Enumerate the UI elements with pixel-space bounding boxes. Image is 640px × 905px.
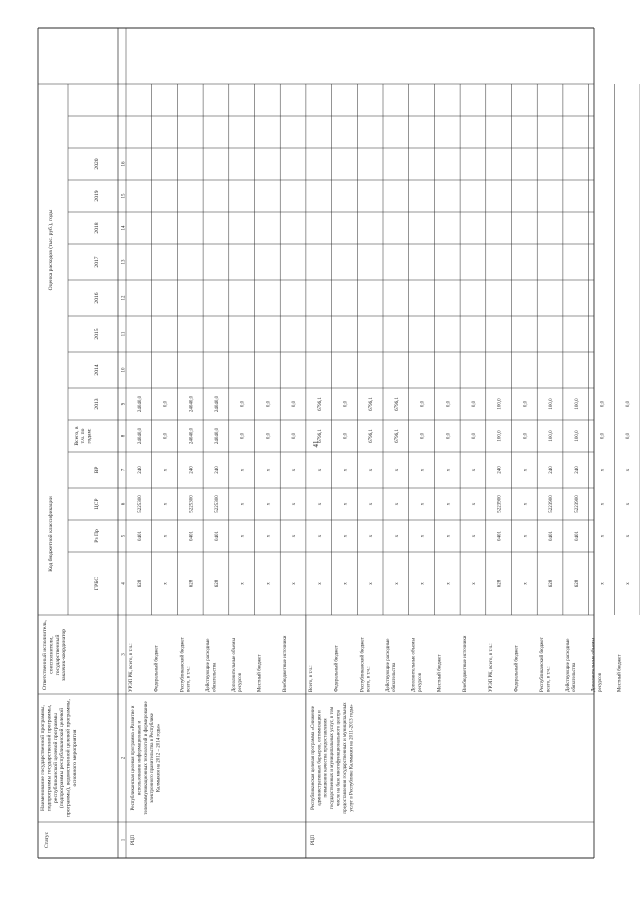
header-total: т.ч. по (80, 428, 87, 444)
executor-label: Федеральный бюджет (334, 645, 340, 692)
cell-value: 5225300 (214, 495, 220, 513)
cell-value: 100,0 (574, 398, 580, 410)
cell-value: 0,0 (343, 400, 349, 408)
cell-value: 0,0 (420, 400, 426, 408)
cell-value: х (317, 502, 323, 506)
cell-value: 24040,0 (189, 427, 195, 445)
program-name: Республиканская целевая программа «Снижение (310, 706, 316, 810)
cell-value: 0,0 (240, 432, 246, 440)
cell-value: х (626, 582, 632, 585)
header-rzpr: Рз Пр (94, 529, 100, 543)
cell-value: 5223900 (497, 495, 503, 513)
cell-value: 0,0 (446, 400, 452, 408)
cell-value: х (240, 534, 246, 538)
cell-value: х (163, 468, 169, 472)
cell-value: х (343, 582, 349, 585)
cell-value: х (266, 468, 272, 472)
cell-value: 24040,0 (189, 395, 195, 413)
header-csr: ЦСР (94, 498, 100, 510)
header-name: республиканской целевой программы (52, 713, 59, 803)
cell-value: 24040,0 (214, 427, 220, 445)
cell-value: х (446, 502, 452, 506)
header-name: программы), ведомственной целевой программы, (65, 699, 72, 817)
table-content (39, 158, 640, 848)
cell-value: х (343, 468, 349, 472)
program-name: предоставления государственных и муниципальных (342, 702, 348, 814)
cell-value: х (523, 468, 529, 472)
cell-value: х (292, 534, 298, 538)
executor-label: обязательства (572, 662, 578, 692)
cell-value: 628 (137, 579, 143, 588)
cell-value: 0,0 (292, 400, 298, 408)
cell-value: 0,0 (523, 432, 529, 440)
cell-value: х (600, 468, 606, 472)
cell-value: 240 (214, 466, 220, 474)
executor-label: Всего, в т.ч.: (308, 665, 314, 692)
cell-value: 24040,0 (137, 427, 143, 445)
cell-value: х (317, 582, 323, 585)
header-name: (подпрограммы республиканской целевой (59, 707, 66, 809)
cell-value: 6796,1 (394, 429, 400, 443)
cell-value: х (420, 534, 426, 538)
cell-value: 0401 (497, 531, 503, 541)
cell-value: х (394, 468, 400, 472)
cell-value: х (369, 582, 375, 585)
cell-value: 0401 (137, 531, 143, 541)
cell-value: х (600, 534, 606, 538)
cell-value: 6796,1 (317, 397, 323, 411)
cell-value: 6796,1 (317, 429, 323, 443)
header-executor: соисполнители, (48, 636, 55, 674)
program-status: РЦП (310, 834, 316, 846)
cell-value: х (420, 468, 426, 472)
cell-value: 100,0 (497, 398, 503, 410)
cell-value: 6796,1 (394, 397, 400, 411)
cell-value: 0,0 (471, 432, 477, 440)
header-name: Наименование государственной программы, (40, 705, 46, 811)
program-name: услуг в Республике Калмыкия на 2011-2013 годы» (349, 704, 355, 812)
cell-value: 0401 (549, 531, 555, 541)
cell-value: 0,0 (240, 400, 246, 408)
program-status: РЦП (131, 834, 136, 846)
cell-value: 240 (574, 466, 580, 474)
column-number-12: 12 (121, 295, 127, 301)
cell-value: 5225300 (137, 495, 143, 513)
executor-label: Дополнительные объемы (591, 638, 597, 692)
cell-value: 628 (549, 579, 555, 588)
cell-value: х (292, 502, 298, 506)
executor-label: Действующие расходные (206, 638, 212, 692)
cell-value: 240 (497, 466, 503, 474)
cell-value: 0,0 (600, 400, 606, 408)
header-status: Статус (44, 831, 50, 849)
column-number-4: 4 (121, 582, 127, 585)
executor-label: Действующие расходные (565, 638, 571, 692)
executor-label: обязательства (392, 662, 398, 692)
cell-value: х (369, 502, 375, 506)
cell-value: х (471, 502, 477, 506)
cell-value: 0,0 (523, 400, 529, 408)
executor-label: Республиканский бюджет (180, 637, 186, 692)
executor-label: Местный бюджет (617, 654, 623, 692)
executor-label: УРЭП РК, всего, в т.ч.: (129, 643, 134, 692)
header-year-2016: 2016 (94, 292, 100, 304)
cell-value: х (240, 502, 246, 506)
cell-value: х (471, 582, 477, 585)
cell-value: х (266, 534, 272, 538)
cell-value: х (317, 468, 323, 472)
cell-value: 240 (137, 466, 143, 474)
cell-value: х (163, 502, 169, 506)
cell-value: х (471, 468, 477, 472)
cell-value: х (626, 502, 632, 506)
cell-value: х (600, 502, 606, 506)
header-year-2013: 2013 (94, 398, 100, 410)
header-year-2020: 2020 (94, 158, 100, 170)
cell-value: х (266, 502, 272, 506)
executor-label: обязательства (212, 662, 218, 692)
program-name: Калмыкия на 2012 – 2014 годы» (156, 723, 162, 793)
cell-value: 0401 (214, 531, 220, 541)
executor-label: Федеральный бюджет (514, 645, 520, 692)
cell-value: 5225300 (189, 495, 195, 513)
cell-value: 628 (214, 579, 220, 588)
cell-value: х (240, 468, 246, 472)
header-grbs: ГРБС (94, 576, 100, 591)
cell-value: 6796,1 (369, 429, 375, 443)
header-year-2019: 2019 (94, 190, 100, 202)
cell-value: 0,0 (446, 432, 452, 440)
cell-value: х (369, 468, 375, 472)
executor-label: ресурсов (597, 672, 603, 692)
cell-value: 100,0 (549, 430, 555, 442)
executor-label: Местный бюджет (257, 654, 263, 692)
cell-value: х (394, 582, 400, 585)
cell-value: 0,0 (266, 432, 272, 440)
cell-value: 24040,0 (137, 395, 143, 413)
header-name: основного мероприятия (72, 729, 78, 787)
executor-label: Внебюджетные источники (463, 635, 469, 692)
cell-value: х (523, 534, 529, 538)
cell-value: х (626, 468, 632, 472)
cell-value: х (446, 534, 452, 538)
cell-value: х (343, 502, 349, 506)
program-name: Республиканская целевая программа «Развитие и (131, 705, 136, 811)
cell-value: х (394, 502, 400, 506)
header-executor: Ответственный исполнитель, (42, 620, 48, 690)
executor-label: Местный бюджет (437, 654, 443, 692)
executor-label: УРЭП РК, всего, в т.ч.: (488, 643, 494, 692)
cell-value: х (369, 534, 375, 538)
cell-value: х (523, 502, 529, 506)
header-year-2018: 2018 (94, 222, 100, 234)
executor-label: Внебюджетные источники (283, 635, 289, 692)
cell-value: 0,0 (292, 432, 298, 440)
cell-value: 6796,1 (369, 397, 375, 411)
cell-value: х (317, 534, 323, 538)
executor-label: ресурсов (417, 672, 423, 692)
cell-value: х (292, 582, 298, 585)
executor-label: Дополнительные объемы (231, 638, 237, 692)
cell-value: х (163, 582, 169, 585)
column-number-11: 11 (121, 331, 127, 337)
header-estimate: Оценка расходов (тыс. руб.), годы (48, 209, 54, 291)
cell-value: 240 (189, 466, 195, 474)
column-number-13: 13 (121, 259, 127, 265)
program-name: повышение качества предоставления (323, 718, 329, 798)
header-year-2015: 2015 (94, 328, 100, 340)
cell-value: х (240, 582, 246, 585)
program-name: числе на базе многофункционального центра (336, 709, 342, 807)
cell-value: 628 (574, 579, 580, 588)
cell-value: 0401 (189, 531, 195, 541)
executor-label: всего, в т.ч.: (366, 666, 372, 692)
executor-label: Дополнительные объемы (411, 638, 417, 692)
cell-value: х (163, 534, 169, 538)
column-number-7: 7 (121, 468, 127, 472)
cell-value: х (420, 502, 426, 506)
cell-value: 0,0 (626, 400, 632, 408)
header-executor: заказчик-координатор (61, 628, 68, 682)
cell-value: х (446, 582, 452, 585)
header-vr: ВР (94, 466, 100, 474)
cell-value: 100,0 (549, 398, 555, 410)
executor-label: всего, в т.ч.: (546, 666, 552, 692)
cell-value: 240 (549, 466, 555, 474)
program-name: использование информационных и (137, 720, 143, 796)
cell-value: х (420, 582, 426, 585)
column-number-15: 15 (121, 193, 127, 199)
executor-label: Республиканский бюджет (540, 637, 546, 692)
cell-value: 0,0 (266, 400, 272, 408)
column-number-3: 3 (121, 653, 127, 656)
column-number-6: 6 (121, 502, 127, 506)
header-total: годам: (86, 428, 93, 444)
cell-value: 5223900 (549, 495, 555, 513)
cell-value: 0,0 (471, 400, 477, 408)
cell-value: х (600, 582, 606, 585)
cell-value: 0,0 (163, 400, 169, 408)
header-budget-code: Код бюджетной классификации (48, 496, 54, 572)
column-number-14: 14 (121, 225, 127, 231)
cell-value: 5223900 (574, 495, 580, 513)
executor-label: ресурсов (238, 672, 243, 692)
program-name: административных барьеров, оптимизация и (317, 710, 323, 806)
cell-value: 0,0 (163, 432, 169, 440)
cell-value: х (343, 534, 349, 538)
executor-label: всего, в т.ч.: (186, 666, 192, 692)
cell-value: 0,0 (343, 432, 349, 440)
cell-value: х (523, 582, 529, 585)
column-number-5: 5 (121, 534, 127, 538)
cell-value: 628 (497, 579, 503, 588)
cell-value: х (446, 468, 452, 472)
cell-value: 0401 (574, 531, 580, 541)
cell-value: х (626, 534, 632, 538)
executor-label: Федеральный бюджет (154, 645, 160, 692)
cell-value: 24040,0 (214, 395, 220, 413)
header-total: Всего, в (74, 426, 80, 446)
column-number-16: 16 (121, 161, 127, 167)
column-number-8: 8 (121, 434, 127, 438)
column-number-2: 2 (121, 756, 127, 760)
cell-value: х (471, 534, 477, 538)
cell-value: х (266, 582, 272, 585)
header-executor: государственный (54, 634, 61, 676)
executor-label: Действующие расходные (386, 638, 391, 692)
header-year-2014: 2014 (94, 364, 100, 376)
program-name: электронного правительства в Республике (150, 713, 156, 803)
program-name: государственных и муниципальных услуг, в том (330, 706, 336, 810)
cell-value: 0,0 (420, 432, 426, 440)
executor-label: Республиканский бюджет (360, 637, 366, 692)
page-number: 41 (312, 440, 320, 448)
column-number-1: 1 (121, 838, 127, 842)
cell-value: 100,0 (497, 430, 503, 442)
cell-value: 100,0 (574, 430, 580, 442)
cell-value: х (394, 534, 400, 538)
program-name: телекоммуникационных технологий и формирование (143, 701, 149, 815)
cell-value: х (292, 468, 298, 472)
cell-value: 0,0 (626, 432, 632, 440)
column-number-9: 9 (121, 402, 127, 406)
cell-value: 628 (189, 579, 195, 588)
header-name: подпрограммы государственной программы, (46, 704, 53, 812)
header-year-2017: 2017 (94, 256, 100, 268)
column-number-10: 10 (121, 367, 127, 373)
cell-value: 0,0 (600, 432, 606, 440)
